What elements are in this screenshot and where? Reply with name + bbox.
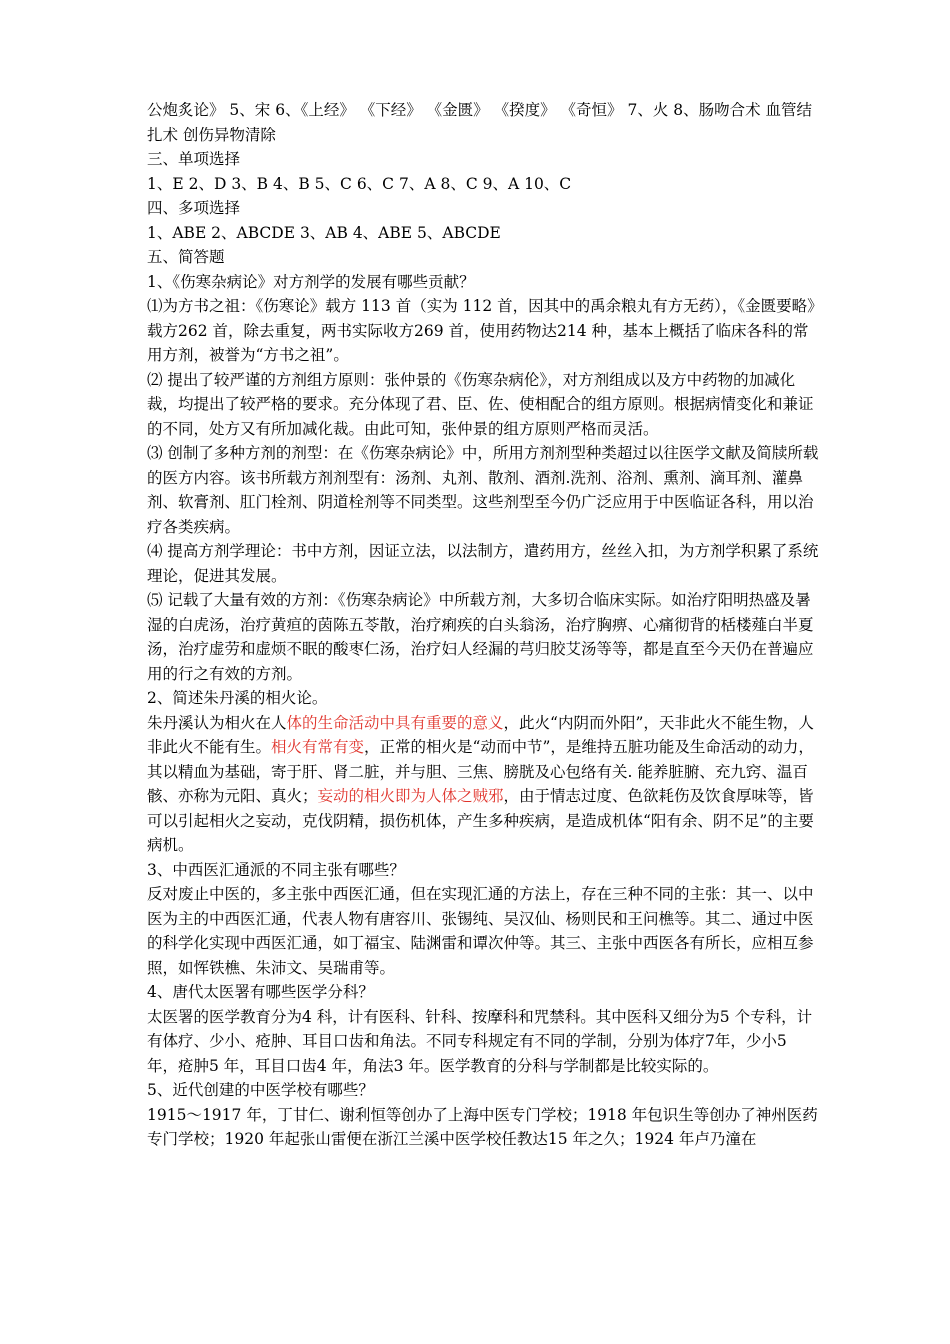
text-segment: ⑴为方书之祖：《伤寒论》载方 113 首（实为 112 首，因其中的禹余粮丸有方无药），《金匮要略》载方262 首，除去重复，两书实际收方269 首，使用药物达214 种，基本上概括了临床各科的常用方剂，被誉为“方书之祖”。 bbox=[147, 297, 815, 364]
text-segment: 三、单项选择 bbox=[147, 150, 241, 168]
text-segment: 反对废止中医的，多主张中西医汇通，但在实现汇通的方法上，存在三种不同的主张：其一、以中医为主的中西医汇通，代表人物有唐容川、张锡纯、吴汉仙、杨则民和王问樵等。其二、通过中医的科学化实现中西医汇通，如丁福宝、陆渊雷和谭次仲等。其三、主张中西医各有所长，应相互参照，如恽铁樵、朱沛文、吴瑞甫等。 bbox=[147, 885, 814, 977]
text-segment: 3、中西医汇通派的不同主张有哪些？ bbox=[147, 860, 405, 879]
text-segment: ⑶ 创制了多种方剂的剂型：在《伤寒杂病论》中，所用方剂剂型种类超过以往医学文献及简牍所载的医方内容。该书所载方剂剂型有：汤剂、丸剂、散剂、酒剂.洗剂、浴剂、熏剂、滴耳剂、灌鼻剂、软膏剂、肛门栓剂、阴道栓剂等不同类型。这些剂型至今仍广泛应用于中医临证各科，用以治疗各类疾病。 bbox=[147, 444, 819, 536]
text-segment: 1915～1917 年，丁甘仁、谢利恒等创办了上海中医专门学校；1918 年包识生等创办了神州医药专门学校；1920 年起张山雷便在浙江兰溪中医学校任教达15 年之久；1924 年卢乃潼在 bbox=[147, 1105, 818, 1148]
text-segment: 4、唐代太医署有哪些医学分科？ bbox=[147, 983, 374, 1001]
text-segment: ，正常的相火是“动而中节”，是维持五脏功能及生命活动的动力，其以精血为基础，寄于肝、肾二脏，并与胆、三焦、膀胱及心包络有关. 能养脏腑、充九窍、温百骸、亦称为元阳、真火； bbox=[147, 738, 814, 805]
text-segment: 公炮炙论》 5、宋 6、《上经》 《下经》 《金匮》 《揆度》 《奇恒》 7、火 8、肠吻合术 血管结扎术 创伤异物清除 bbox=[147, 101, 813, 144]
text-segment: ⑸ 记载了大量有效的方剂：《伤寒杂病论》中所载方剂，大多切合临床实际。如治疗阳明热盛及暑湿的白虎汤，治疗黄疸的茵陈五苓散，治疗痢疾的白头翁汤，治疗胸痹、心痛彻背的栝楼薤白半夏汤，治疗虚劳和虚烦不眠的酸枣仁汤，治疗妇人经漏的芎归胶艾汤等等，都是直至今天仍在普遍应用的行之有效的方剂。 bbox=[147, 591, 814, 683]
text-segment: 5、近代创建的中医学校有哪些？ bbox=[147, 1081, 374, 1099]
text-segment: 1、ABE 2、ABCDE 3、AB 4、ABE 5、ABCDE bbox=[147, 223, 501, 242]
text-segment: 太医署的医学教育分为4 科，计有医科、针科、按摩科和咒禁科。其中医科又细分为5 个专科，计有体疗、少小、疮肿、耳目口齿和角法。不同专科规定有不同的学制，分别为体疗7年，少小5 年，疮肿5 年，耳目口齿4 年，角法3 年。医学教育的分科与学制都是比较实际的。 bbox=[147, 1007, 813, 1075]
text-paragraph bbox=[147, 221, 822, 246]
highlighted-text: 体的生命活动中具有重要的意义 bbox=[286, 713, 504, 732]
text-paragraph bbox=[147, 368, 822, 442]
document-page bbox=[147, 98, 822, 1152]
text-segment: ，由于情志过度、色欲耗伤及饮食厚味等，皆可以引起相火之妄动，克伐阴精，损伤机体，产生多种疾病，是造成机体“阳有余、阴不足”的主要病机。 bbox=[147, 787, 814, 854]
highlighted-text: 妄动的相火即为人体之贼邪 bbox=[317, 787, 504, 805]
text-segment: 2、简述朱丹溪的相火论。 bbox=[147, 689, 328, 707]
text-paragraph bbox=[147, 245, 822, 270]
text-segment: 五、简答题 bbox=[147, 248, 225, 266]
text-paragraph bbox=[147, 858, 822, 883]
text-paragraph bbox=[147, 1005, 822, 1079]
text-paragraph bbox=[147, 172, 822, 197]
text-paragraph bbox=[147, 1103, 822, 1152]
text-paragraph bbox=[147, 1078, 822, 1103]
text-segment: 四、多项选择 bbox=[147, 199, 241, 217]
text-paragraph bbox=[147, 270, 822, 295]
text-segment: ⑷ 提高方剂学理论：书中方剂，因证立法，以法制方，遣药用方，丝丝入扣，为方剂学积累了系统理论，促进其发展。 bbox=[147, 542, 819, 585]
text-paragraph bbox=[147, 441, 822, 539]
text-segment: ⑵ 提出了较严谨的方剂组方原则：张仲景的《伤寒杂病伦》，对方剂组成以及方中药物的加减化裁，均提出了较严格的要求。充分体现了君、臣、佐、使相配合的组方原则。根据病情变化和兼证的不同，处方又有所加减化裁。由此可知，张仲景的组方原则严格而灵活。 bbox=[147, 370, 814, 438]
text-paragraph bbox=[147, 711, 822, 858]
text-segment: ，此火“内阴而外阳”，天非此火不能生物，人非此火不能有生。 bbox=[147, 713, 814, 756]
text-paragraph bbox=[147, 539, 822, 588]
text-segment: 1、《伤寒杂病论》对方剂学的发展有哪些贡献？ bbox=[147, 272, 475, 291]
text-paragraph bbox=[147, 294, 822, 368]
text-paragraph bbox=[147, 98, 822, 147]
text-paragraph bbox=[147, 588, 822, 686]
text-paragraph bbox=[147, 980, 822, 1005]
text-paragraph bbox=[147, 196, 822, 221]
text-paragraph bbox=[147, 147, 822, 172]
text-segment: 朱丹溪认为相火在人 bbox=[147, 713, 287, 732]
text-segment: 1、E 2、D 3、B 4、B 5、C 6、C 7、A 8、C 9、A 10、C bbox=[147, 174, 572, 193]
text-paragraph bbox=[147, 686, 822, 711]
text-paragraph bbox=[147, 882, 822, 980]
highlighted-text: 相火有常有变 bbox=[271, 738, 365, 756]
